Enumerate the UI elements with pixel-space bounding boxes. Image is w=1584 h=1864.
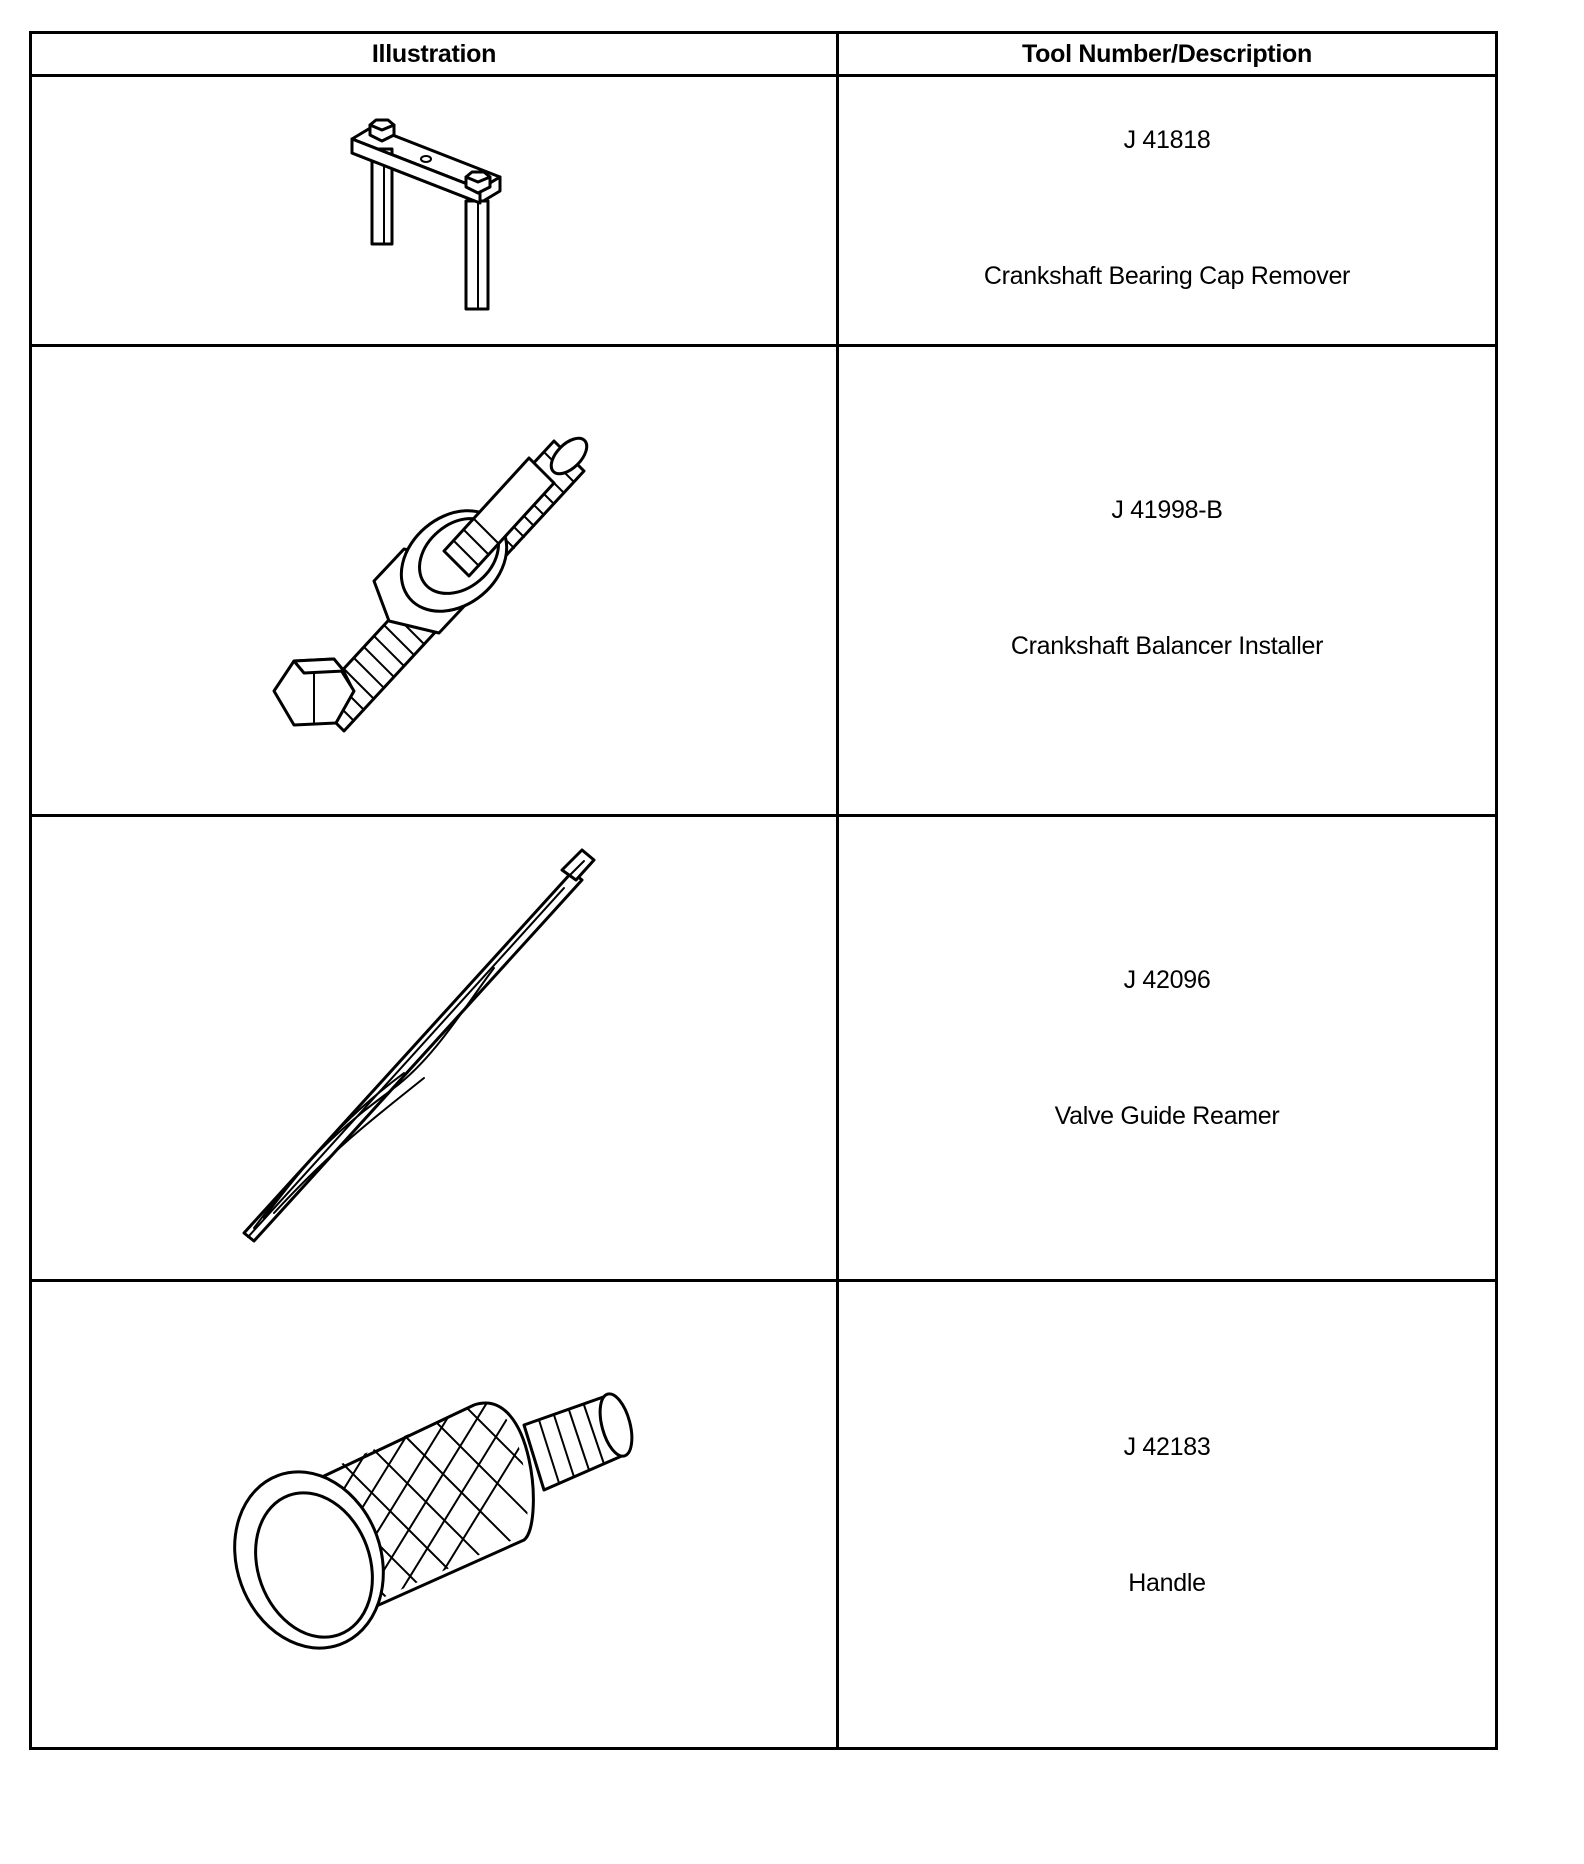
table-row [31, 346, 1497, 816]
handle-icon [224, 1375, 644, 1655]
tool-description: Crankshaft Bearing Cap Remover [983, 262, 1351, 290]
illustration-cell [31, 76, 838, 346]
tool-number: J 42183 [1123, 1433, 1211, 1461]
tool-info-cell [838, 1281, 1497, 1749]
bearing-cap-remover-icon [334, 111, 534, 311]
tool-description: Valve Guide Reamer [1054, 1102, 1280, 1130]
illustration-cell [31, 346, 838, 816]
tool-description: Crankshaft Balancer Installer [1010, 632, 1324, 660]
tool-info-cell [838, 816, 1497, 1281]
balancer-installer-icon [254, 401, 614, 761]
table-row [31, 1281, 1497, 1749]
table-row [31, 816, 1497, 1281]
tool-header: Tool Number/Description [838, 33, 1497, 76]
illustration-header: Illustration [31, 33, 838, 76]
tool-description: Handle [1128, 1569, 1206, 1597]
illustration-cell [31, 1281, 838, 1749]
tool-number: J 41818 [1123, 126, 1211, 154]
header-row [31, 33, 1497, 76]
tool-number: J 41998-B [1111, 496, 1223, 524]
special-tools-table [29, 31, 1498, 1750]
illustration-cell [31, 816, 838, 1281]
tool-info-cell [838, 76, 1497, 346]
valve-guide-reamer-icon [234, 848, 634, 1248]
tool-number: J 42096 [1123, 966, 1211, 994]
tool-info-cell [838, 346, 1497, 816]
table-row [31, 76, 1497, 346]
